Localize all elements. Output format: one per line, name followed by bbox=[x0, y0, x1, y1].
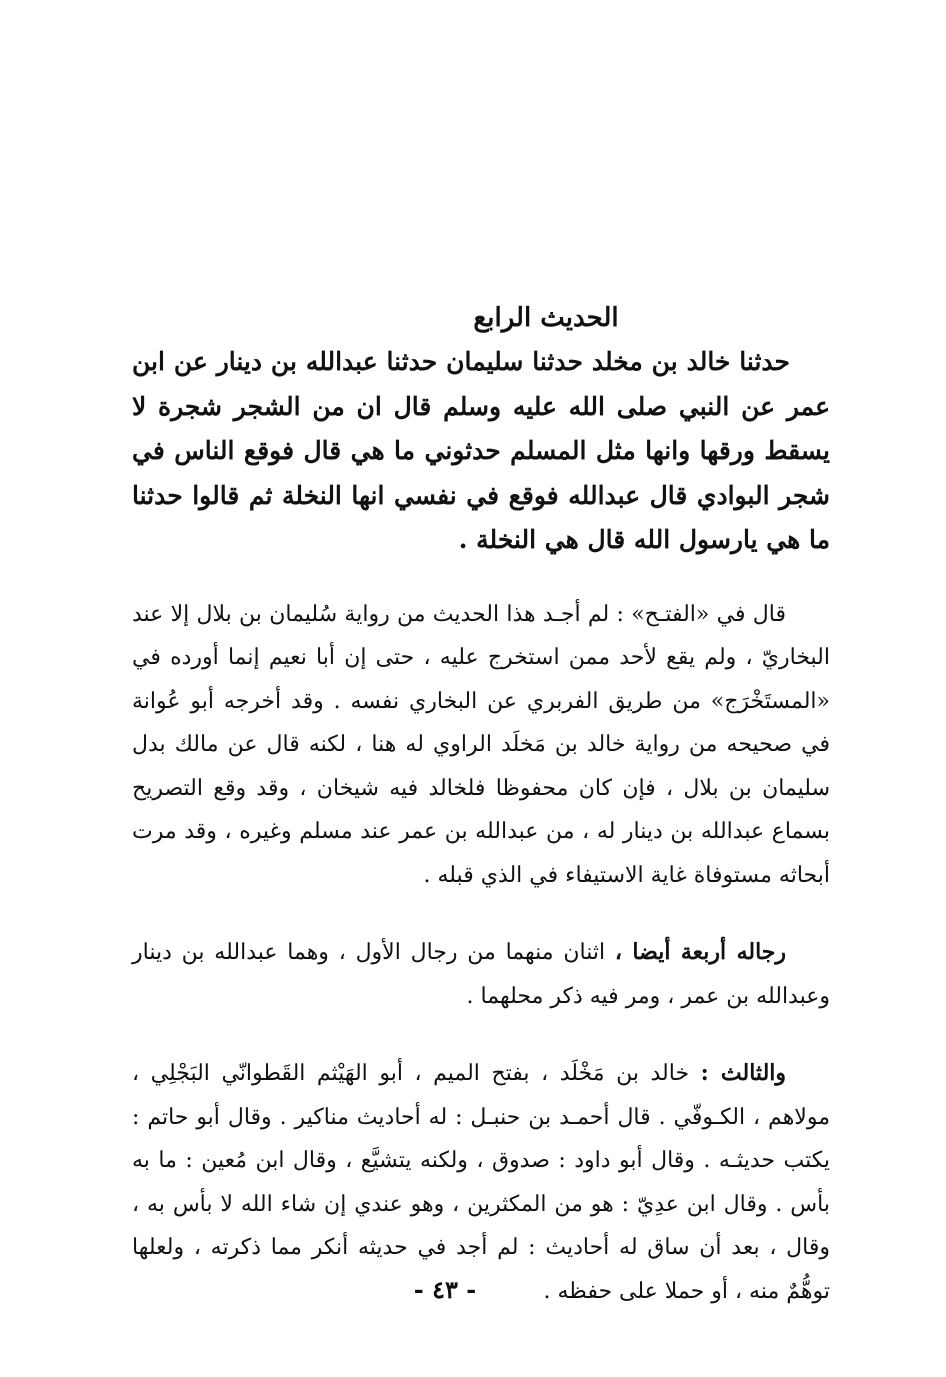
hadith-body: حدثنا خالد بن مخلد حدثنا سليمان حدثنا عبدالله بن دينار عن ابن عمر عن النبي صلى الله عليه وسلم قال ان من الشجر شجرة لا يسقط ورقها وانها مثل المسلم حدثوني ما هي قال فوقع الناس في شجر البوادي قال عبدالله فوقع في نفسي انها النخلة ثم قالوا حدثنا ما هي يارسول الله قال هي النخلة . bbox=[132, 347, 830, 554]
narrators-text: اثنان منهما من رجال الأول ، وهما عبدالله بن دينار وعبدالله بن عمر ، ومر فيه ذكر محلهما . bbox=[132, 940, 830, 1009]
third-narrator-paragraph bbox=[132, 1052, 830, 1313]
narrators-lead: رجاله أربعة أيضا ، bbox=[614, 939, 786, 965]
page-body bbox=[132, 296, 830, 1313]
hadith-text bbox=[132, 340, 830, 563]
section-title: الحديث الرابع bbox=[473, 303, 619, 333]
page-number: - ٤٣ - bbox=[413, 1275, 477, 1304]
third-narrator-lead: والثالث : bbox=[700, 1060, 787, 1086]
third-narrator-text: خالد بن مَخْلَد ، بفتح الميم ، أبو الهَيْثم القَطوانّي البَجْلِي ، مولاهم ، الكـوفّي . قال أحمـد بن حنبـل : له أحاديث مناكير . وقال أبو حاتم : يكتب حديثـه . وقال أبو داود : صدوق ، ولكنه يتشيَّع ، وقال ابن مُعين : ما به بأس . وقال ابن عدِيّ : هو من المكثرين ، وهو عندي إن شاء الله لا بأس به ، وقال ، بعد أن ساق له أحاديث : لم أجد في حديثه أنكر مما ذكرته ، ولعلها توهُّمٌ منه ، أو حملا على حفظه . bbox=[132, 1061, 830, 1304]
commentary-paragraph: قال في «الفتـح» : لم أجـد هذا الحديث من رواية سُليمان بن بلال إلا عند البخاريّ ، ولم يقع لأحد ممن استخرج عليه ، حتى إن أبا نعيم إنما أورده في «المستَخْرَج» من طريق الفربري عن البخاري نفسه . وقد أخرجه أبو عُوانة في صحيحه من رواية خالد بن مَخلَد الراوي له هنا ، لكنه قال عن مالك بدل سليمان بن بلال ، فإن كان محفوظا فلخالد فيه شيخان ، وقد وقع التصريح بسماع عبدالله بن دينار له ، من عبدالله بن عمر عند مسلم وغيره ، وقد مرت أبحاثه مستوفاة غاية الاستيفاء في الذي قبله . bbox=[132, 601, 830, 888]
narrators-paragraph bbox=[132, 931, 830, 1018]
